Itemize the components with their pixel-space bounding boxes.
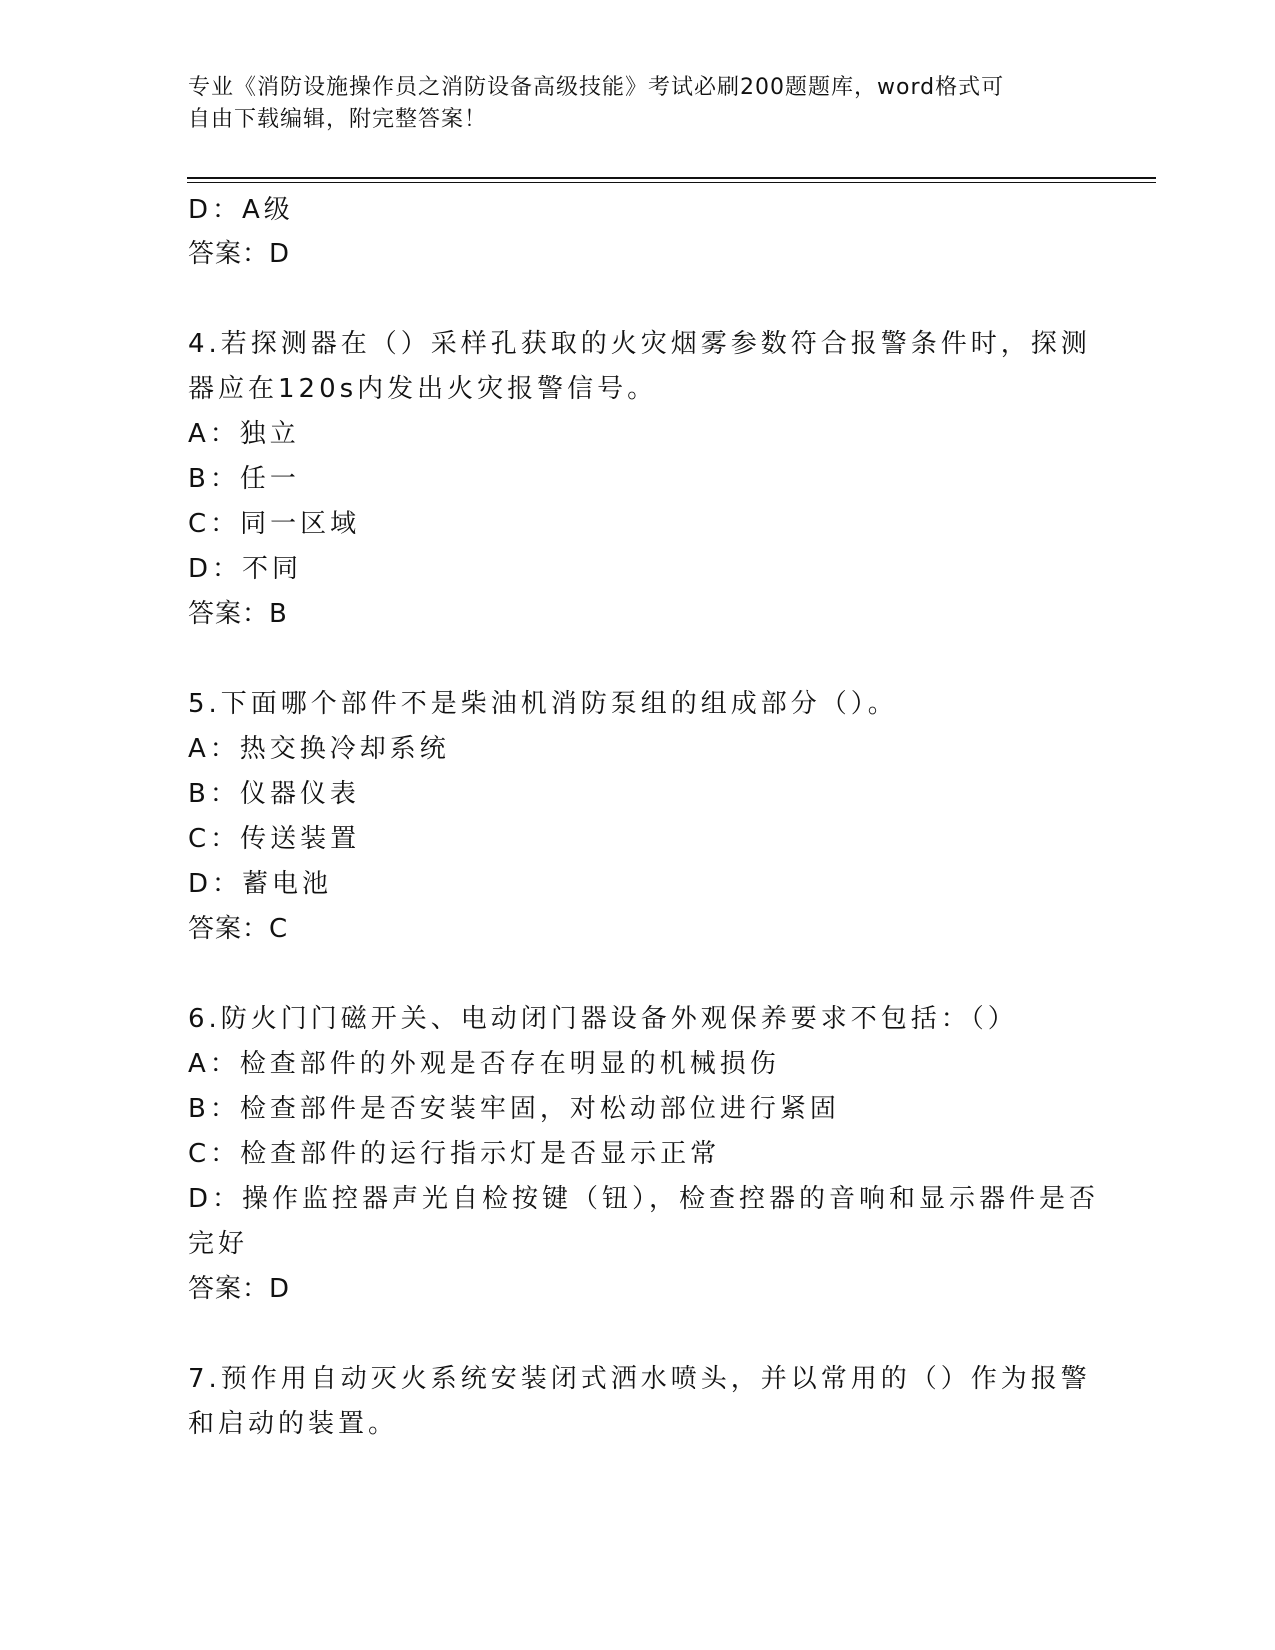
q4-option-c: C：同一区域 (188, 509, 361, 539)
q3-option-d: D：A级 (188, 195, 294, 225)
q4-stem-line-1: 4.若探测器在（）采样孔获取的火灾烟雾参数符合报警条件时，探测 (188, 329, 1091, 359)
q6-answer: 答案：D (188, 1274, 291, 1304)
q5-answer: 答案：C (188, 914, 289, 944)
q6-option-c: C：检查部件的运行指示灯是否显示正常 (188, 1139, 721, 1169)
header-line-2: 自由下载编辑，附完整答案！ (188, 107, 488, 132)
header-divider-thick (187, 177, 1156, 179)
q7-stem-line-2: 和启动的装置。 (188, 1409, 399, 1439)
q3-answer: 答案：D (188, 239, 291, 269)
q4-option-a: A：独立 (188, 419, 300, 449)
q6-stem-line-1: 6.防火门门磁开关、电动闭门器设备外观保养要求不包括：（） (188, 1004, 1018, 1034)
q4-option-b: B：任一 (188, 464, 300, 494)
q6-option-d-line-1: D：操作监控器声光自检按键（钮），检查控器的音响和显示器件是否 (188, 1184, 1100, 1214)
q5-option-c: C：传送装置 (188, 824, 361, 854)
header-line-1: 专业《消防设施操作员之消防设备高级技能》考试必刷200题题库，word格式可 (188, 75, 1005, 100)
q5-option-d: D：蓄电池 (188, 869, 333, 899)
page-header (188, 72, 1088, 136)
q7-stem-line-1: 7.预作用自动灭火系统安装闭式洒水喷头，并以常用的（）作为报警 (188, 1364, 1091, 1394)
q4-stem-line-2: 器应在120s内发出火灾报警信号。 (188, 374, 658, 404)
header-divider-thin (187, 182, 1156, 183)
q5-stem-line-1: 5.下面哪个部件不是柴油机消防泵组的组成部分（）。 (188, 689, 898, 719)
q4-answer: 答案：B (188, 599, 288, 629)
q5-option-b: B：仪器仪表 (188, 779, 360, 809)
q5-option-a: A：热交换冷却系统 (188, 734, 450, 764)
q4-option-d: D：不同 (188, 554, 303, 584)
q6-option-d-line-2: 完好 (188, 1229, 249, 1259)
q6-option-a: A：检查部件的外观是否存在明显的机械损伤 (188, 1049, 780, 1079)
q6-option-b: B：检查部件是否安装牢固，对松动部位进行紧固 (188, 1094, 840, 1124)
